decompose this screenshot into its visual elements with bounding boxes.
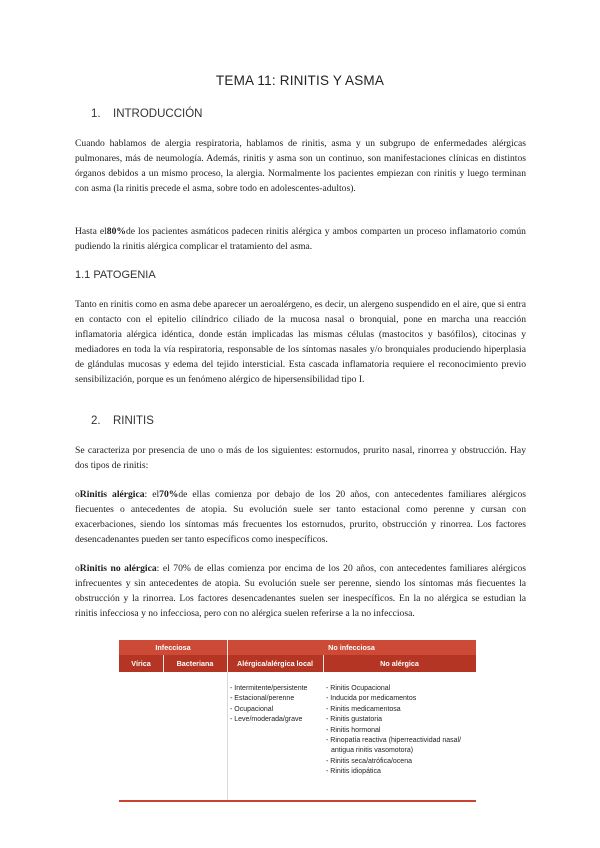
section-label: INTRODUCCIÓN bbox=[113, 108, 203, 120]
list-item: - Intermitente/persistente bbox=[230, 685, 308, 692]
text: de los pacientes asmáticos padecen rinitis alérgica y ambos comparten un proceso inflamatorio común pudiendo la rinitis alérgica complicar el tratamiento del asma. bbox=[75, 226, 526, 252]
paragraph-rinitis-alergica bbox=[75, 487, 526, 547]
header-no-infecciosa: No infecciosa bbox=[328, 643, 375, 652]
list-item: - Ocupacional bbox=[230, 705, 274, 713]
column-no-alergica bbox=[326, 684, 461, 778]
section-number: 1. bbox=[91, 108, 101, 120]
list-item: - Leve/moderada/grave bbox=[230, 716, 303, 724]
bold-term: Rinitis no alérgica bbox=[79, 563, 157, 574]
column-alergica bbox=[230, 684, 307, 726]
header-bacteriana: Bacteriana bbox=[176, 659, 214, 668]
page-title: TEMA 11: RINITIS Y ASMA bbox=[215, 73, 385, 88]
header-no-alergica: No alérgica bbox=[380, 659, 419, 668]
list-item: - Inducida por medicamentos bbox=[326, 695, 417, 703]
text: de ellas comienza por debajo de los 20 años, con antecedentes familiares alérgicos fiecuentes o antecedentes de atopia. Su evolución suele ser tanto estacional como perenne y cursan con exacerbaciones, siendo los síntomas más frecuentes los estornudos, prurito, obstrucción y rinorrea. Los factores desencadenantes pueden ser tanto específicos como inespecíficos. bbox=[75, 489, 526, 545]
header-divider bbox=[163, 655, 164, 672]
text: : el bbox=[144, 489, 160, 500]
paragraph-intro: Cuando hablamos de alergia respiratoria, hablamos de rinitis, asma y un subgrupo de enfermedades alérgicas pulmonares, más de neumología. Además, rinitis y asma son un continuo, son manifestaciones clínicas en distintos órganos debidos a un mismo proceso, la alergia. Normalmente los pacientes empiezan con rinitis y luego terminan con asma (la rinitis precede el asma, sobre todo en adolescentes-adultos). bbox=[75, 138, 526, 194]
section-heading-rinitis bbox=[91, 415, 154, 427]
bullet: o bbox=[75, 489, 80, 500]
bold-text: 70% bbox=[159, 489, 179, 500]
bold-text: 80% bbox=[106, 226, 126, 237]
header-virica: Vírica bbox=[131, 659, 151, 668]
paragraph-rinitis-no-alergica bbox=[75, 561, 526, 621]
list-item: - Estacional/perenne bbox=[230, 695, 295, 703]
list-item: - Rinopatía reactiva (hiperreactividad nasal/ bbox=[326, 737, 462, 745]
section-label: RINITIS bbox=[113, 415, 154, 427]
list-item: - Rinitis idiopática bbox=[326, 768, 381, 776]
bold-term: Rinitis alérgica bbox=[79, 489, 145, 500]
list-item: - Rinitis Ocupacional bbox=[326, 685, 391, 692]
text: : el 70% de ellas comienza por encima de los 20 años, con antecedentes familiares alérgicos infrecuentes y sin antecedentes de atopia. Su evolución suele ser perenne, siendo los síntomas más fiecuentes la obstrucción y la rinorrea. Los factores desencadenantes suelen ser inespecíficos. En la no alérgica se estudian la rinitis infecciosa y no infecciosa, pero con no alérgica suelen referirse a la no infecciosa. bbox=[75, 563, 526, 619]
header-divider bbox=[323, 655, 324, 672]
header-infecciosa: Infecciosa bbox=[155, 643, 191, 652]
table-bottom-border bbox=[119, 800, 476, 802]
paragraph-rinitis-intro: Se caracteriza por presencia de uno o más de los siguientes: estornudos, prurito nasal, rinorrea y obstrucción. Hay dos tipos de rinitis: bbox=[75, 445, 526, 471]
text: Hasta el bbox=[75, 226, 107, 237]
list-item: - Rinitis medicamentosa bbox=[326, 705, 401, 713]
section-number: 2. bbox=[91, 415, 101, 427]
list-item: - Rinitis gustatoria bbox=[326, 716, 383, 724]
list-item: antigua rinitis vasomotora) bbox=[331, 747, 414, 755]
rhinitis-classification-table bbox=[119, 640, 476, 802]
header-alergica: Alérgica/alérgica local bbox=[237, 659, 313, 668]
paragraph-patogenia: Tanto en rinitis como en asma debe aparecer un aeroalérgeno, es decir, un alergeno suspendido en el aire, que si entra en contacto con el epitelio cilíndrico ciliado de la mucosa nasal o bronquial, pone en marcha una reacción inflamatoria alérgica idéntica, donde están implicadas las mismas células (mastocitos y basófilos), citocinas y mediadores en toda la vía respiratoria, responsable de los síntomas nasales y/o bronquiales produciendo hiperplasia de glándulas mucosas y edema del tejido intersticial. Esta cascada inflamatoria requiere el reconocimiento previo sensibilización, porque es un fenómeno alérgico de hipersensibilidad tipo I. bbox=[75, 299, 526, 385]
paragraph-asthma-percentage bbox=[75, 224, 526, 254]
bullet: o bbox=[75, 563, 80, 574]
list-item: - Rinitis seca/atrófica/ocena bbox=[326, 757, 412, 765]
body-divider bbox=[227, 672, 228, 800]
subsection-heading-patogenia: 1.1 PATOGENIA bbox=[75, 269, 156, 281]
section-heading-intro bbox=[91, 108, 202, 120]
list-item: - Rinitis hormonal bbox=[326, 726, 381, 734]
header-divider bbox=[227, 640, 228, 672]
